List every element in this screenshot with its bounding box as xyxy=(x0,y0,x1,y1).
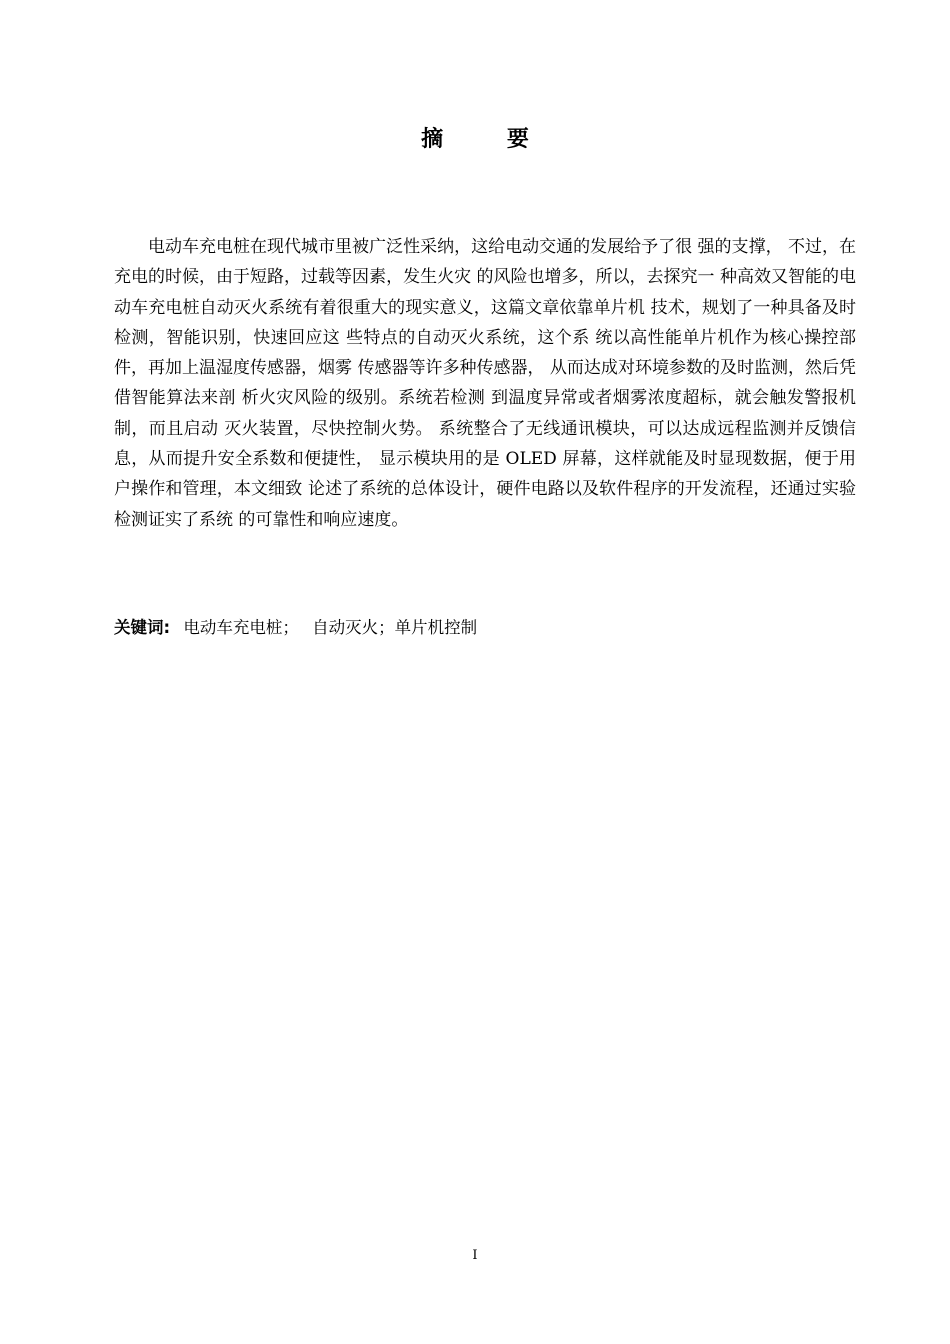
keyword-item: 自动灭火；单片机控制 xyxy=(312,618,478,637)
abstract-body: 电动车充电桩在现代城市里被广泛性采纳，这给电动交通的发展给予了很 强的支撑， 不过，在充电的时候，由于短路，过载等因素，发生火灾 的风险也增多，所以，去探究一 种高效又智能的电动车充电桩自动灭火系统有着很重大的现实意义，这篇文章依靠单片机 技术，规划了一种具备及时检测，智能识别，快速回应这 些特点的自动灭火系统，这个系 统以高性能单片机作为核心操控部件，再加上温湿度传感器，烟雾 传感器等许多种传感器， 从而达成对环境参数的及时监测，然后凭借智能算法来剖 析火灾风险的级别。系统若检测 到温度异常或者烟雾浓度超标，就会触发警报机制，而且启动 灭火装置，尽快控制火势。 系统整合了无线通讯模块，可以达成远程监测并反馈信息，从而提升安全系数和便捷性， 显示模块用的是 OLED 屏幕，这样就能及时显现数据，便于用户操作和管理，本文细致 论述了系统的总体设计，硬件电路以及软件程序的开发流程，还通过实验检测证实了系统 的可靠性和响应速度。 xyxy=(114,237,856,530)
page-number: I xyxy=(472,1248,478,1263)
keywords-line xyxy=(114,614,856,642)
keyword-item: 电动车充电桩； xyxy=(183,618,299,637)
keywords-label: 关键词: xyxy=(114,618,171,637)
abstract-title: 摘 要 xyxy=(421,127,557,152)
